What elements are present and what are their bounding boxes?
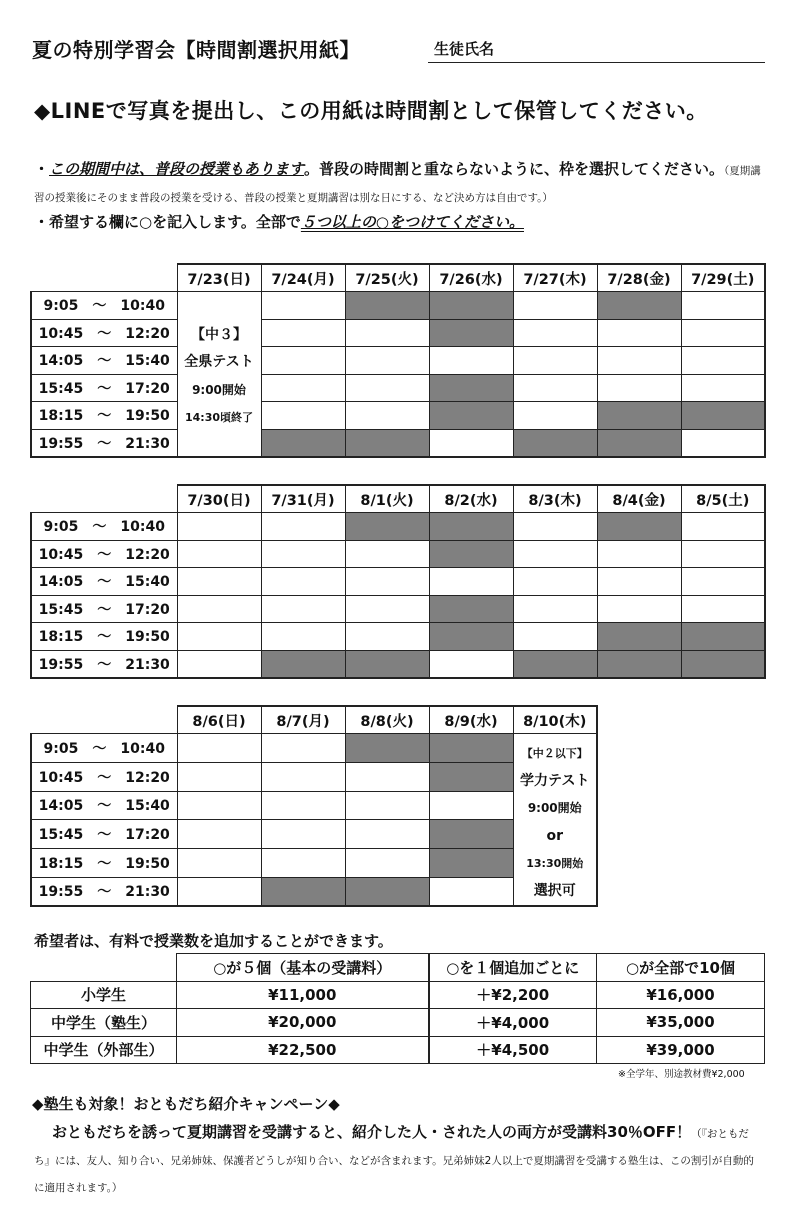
selectable-slot[interactable] (261, 734, 345, 763)
unavailable-slot (513, 650, 597, 678)
fee-base: ¥20,000 (177, 1009, 429, 1037)
campaign-body (34, 1119, 764, 1200)
special-event-cell (513, 734, 597, 907)
selectable-slot[interactable] (429, 429, 513, 457)
date-header: 7/30(日) (177, 485, 261, 513)
unavailable-slot (597, 650, 681, 678)
selectable-slot[interactable] (261, 292, 345, 320)
fee-table (30, 953, 765, 1064)
unavailable-slot (429, 540, 513, 568)
selectable-slot[interactable] (429, 650, 513, 678)
time-slot-row (31, 513, 765, 541)
note-emphasis: この期間中は、普段の授業もあります (49, 160, 305, 178)
selectable-slot[interactable] (177, 595, 261, 623)
date-header-row (31, 264, 765, 292)
selectable-slot[interactable] (177, 849, 261, 878)
unavailable-slot (345, 650, 429, 678)
unavailable-slot (345, 513, 429, 541)
time-slot-label: 19:55 ～ 21:30 (31, 650, 177, 678)
unavailable-slot (345, 734, 429, 763)
selectable-slot[interactable] (261, 319, 345, 347)
special-event-line: 【中３】 (191, 326, 247, 343)
time-slot-label: 18:15 ～ 19:50 (31, 623, 177, 651)
selectable-slot[interactable] (681, 513, 765, 541)
unavailable-slot (597, 513, 681, 541)
special-event-line: 全県テスト (184, 354, 254, 371)
header-blank-cell (31, 264, 177, 292)
selectable-slot[interactable] (513, 540, 597, 568)
fee-add: ＋¥4,000 (429, 1009, 597, 1037)
selectable-slot[interactable] (513, 319, 597, 347)
selectable-slot[interactable] (429, 791, 513, 820)
time-slot-row (31, 820, 597, 849)
unavailable-slot (513, 429, 597, 457)
selectable-slot[interactable] (345, 402, 429, 430)
selectable-slot[interactable] (681, 292, 765, 320)
selectable-slot[interactable] (177, 762, 261, 791)
selectable-slot[interactable] (261, 762, 345, 791)
special-event-line: 9:00開始 (192, 382, 246, 397)
selectable-slot[interactable] (261, 623, 345, 651)
unavailable-slot (429, 762, 513, 791)
fee-row (31, 981, 765, 1009)
date-header: 8/4(金) (597, 485, 681, 513)
selectable-slot[interactable] (261, 374, 345, 402)
note-small-text: （夏期講習の授業後にそのまま普段の授業を受ける、普段の授業と夏期講習は別な日にする、など決め方は自由です。） (34, 165, 761, 204)
selectable-slot[interactable] (261, 849, 345, 878)
fee-header-full: ○が全部で10個 (597, 954, 765, 982)
selectable-slot[interactable] (177, 820, 261, 849)
unavailable-slot (429, 292, 513, 320)
date-header: 8/8(火) (345, 706, 429, 734)
selectable-slot[interactable] (513, 513, 597, 541)
date-header: 8/6(日) (177, 706, 261, 734)
selectable-slot[interactable] (429, 568, 513, 596)
fee-row-label: 小学生 (31, 981, 177, 1009)
selectable-slot[interactable] (177, 623, 261, 651)
time-slot-label: 14:05 ～ 15:40 (31, 568, 177, 596)
date-header: 8/10(木) (513, 706, 597, 734)
time-slot-label: 18:15 ～ 19:50 (31, 849, 177, 878)
time-slot-row (31, 402, 765, 430)
selectable-slot[interactable] (345, 791, 429, 820)
unavailable-slot (597, 623, 681, 651)
time-slot-label: 15:45 ～ 17:20 (31, 595, 177, 623)
page-title: 夏の特別学習会【時間割選択用紙】 (32, 38, 360, 62)
schedule-table-week3 (30, 705, 598, 907)
time-slot-label: 9:05 ～ 10:40 (31, 734, 177, 763)
date-header: 7/28(金) (597, 264, 681, 292)
fee-add: ＋¥4,500 (429, 1036, 597, 1064)
date-header: 7/27(木) (513, 264, 597, 292)
campaign-text: おともだちを誘って夏期講習を受講すると、紹介した人・された人の両方が受講料30％OFF！ (52, 1123, 692, 1141)
campaign-title: ◆塾生も対象！おともだち紹介キャンペーン◆ (32, 1095, 340, 1113)
date-header: 8/1(火) (345, 485, 429, 513)
date-header-row (31, 706, 597, 734)
selectable-slot[interactable] (513, 623, 597, 651)
selectable-slot[interactable] (597, 347, 681, 375)
time-slot-row (31, 734, 597, 763)
fee-base: ¥11,000 (177, 981, 429, 1009)
special-event-line: 【中２以下】 (521, 747, 588, 760)
selectable-slot[interactable] (681, 568, 765, 596)
date-header: 7/26(水) (429, 264, 513, 292)
student-name-line (428, 62, 765, 63)
unavailable-slot (681, 650, 765, 678)
time-slot-label: 10:45 ～ 12:20 (31, 540, 177, 568)
selectable-slot[interactable] (261, 791, 345, 820)
date-header: 7/31(月) (261, 485, 345, 513)
unavailable-slot (429, 402, 513, 430)
date-header: 7/29(土) (681, 264, 765, 292)
date-header: 8/5(土) (681, 485, 765, 513)
student-name-label: 生徒氏名 (434, 40, 495, 58)
time-slot-row (31, 623, 765, 651)
time-slot-row (31, 429, 765, 457)
date-header: 8/3(木) (513, 485, 597, 513)
fee-header-row (31, 954, 765, 982)
unavailable-slot (261, 429, 345, 457)
unavailable-slot (681, 623, 765, 651)
selectable-slot[interactable] (345, 319, 429, 347)
selectable-slot[interactable] (681, 595, 765, 623)
note-line-2 (34, 211, 524, 232)
selectable-slot[interactable] (261, 540, 345, 568)
time-slot-label: 10:45 ～ 12:20 (31, 319, 177, 347)
selectable-slot[interactable] (345, 347, 429, 375)
time-slot-row (31, 650, 765, 678)
time-slot-label: 9:05 ～ 10:40 (31, 513, 177, 541)
fee-note: ※全学年、別途教材費¥2,000 (618, 1069, 745, 1080)
unavailable-slot (429, 623, 513, 651)
time-slot-label: 19:55 ～ 21:30 (31, 429, 177, 457)
unavailable-slot (261, 650, 345, 678)
selectable-slot[interactable] (345, 762, 429, 791)
unavailable-slot (597, 292, 681, 320)
selectable-slot[interactable] (597, 374, 681, 402)
campaign-small-text: （『おともだち』には、友人、知り合い、兄弟姉妹、保護者どうしが知り合い、などが含まれます。兄弟姉妹2人以上で夏期講習を受講する塾生は、この割引が自動的に適用されます。） (34, 1128, 754, 1194)
fee-row (31, 1009, 765, 1037)
fee-full: ¥39,000 (597, 1036, 765, 1064)
selectable-slot[interactable] (345, 595, 429, 623)
selectable-slot[interactable] (681, 374, 765, 402)
fee-add: ＋¥2,200 (429, 981, 597, 1009)
time-slot-row (31, 849, 597, 878)
selectable-slot[interactable] (681, 540, 765, 568)
fee-caption: 希望者は、有料で授業数を追加することができます。 (34, 932, 393, 950)
selectable-slot[interactable] (177, 513, 261, 541)
header-blank-cell (31, 706, 177, 734)
fee-row-label: 中学生（塾生） (31, 1009, 177, 1037)
fee-header-add: ○を１個追加ごとに (429, 954, 597, 982)
selectable-slot[interactable] (513, 292, 597, 320)
time-slot-row (31, 877, 597, 906)
selectable-slot[interactable] (261, 402, 345, 430)
selectable-slot[interactable] (177, 734, 261, 763)
selectable-slot[interactable] (513, 347, 597, 375)
special-event-line: 9:00開始 (527, 801, 582, 815)
time-slot-row (31, 540, 765, 568)
selectable-slot[interactable] (261, 347, 345, 375)
selectable-slot[interactable] (177, 877, 261, 906)
fee-base: ¥22,500 (177, 1036, 429, 1064)
unavailable-slot (345, 877, 429, 906)
special-event-cell (177, 292, 261, 457)
selectable-slot[interactable] (429, 877, 513, 906)
special-event-line: or (546, 827, 564, 844)
special-event-line: 学力テスト (520, 772, 590, 789)
fee-full: ¥35,000 (597, 1009, 765, 1037)
selectable-slot[interactable] (345, 568, 429, 596)
unavailable-slot (429, 595, 513, 623)
selectable-slot[interactable] (513, 568, 597, 596)
unavailable-slot (345, 429, 429, 457)
date-header: 8/2(水) (429, 485, 513, 513)
selectable-slot[interactable] (681, 347, 765, 375)
selectable-slot[interactable] (513, 402, 597, 430)
time-slot-label: 14:05 ～ 15:40 (31, 791, 177, 820)
header-blank-cell (31, 485, 177, 513)
time-slot-label: 10:45 ～ 12:20 (31, 762, 177, 791)
selectable-slot[interactable] (681, 319, 765, 347)
selectable-slot[interactable] (261, 513, 345, 541)
unavailable-slot (345, 292, 429, 320)
selectable-slot[interactable] (429, 347, 513, 375)
note-text: ・希望する欄に○を記入します。全部で (34, 213, 301, 231)
time-slot-label: 18:15 ～ 19:50 (31, 402, 177, 430)
time-slot-label: 9:05 ～ 10:40 (31, 292, 177, 320)
selectable-slot[interactable] (345, 820, 429, 849)
unavailable-slot (597, 402, 681, 430)
date-header: 7/23(日) (177, 264, 261, 292)
selectable-slot[interactable] (177, 791, 261, 820)
selectable-slot[interactable] (345, 540, 429, 568)
date-header: 8/7(月) (261, 706, 345, 734)
selectable-slot[interactable] (513, 595, 597, 623)
time-slot-label: 19:55 ～ 21:30 (31, 877, 177, 906)
selectable-slot[interactable] (345, 374, 429, 402)
special-event-line: 選択可 (533, 882, 576, 899)
date-header-row (31, 485, 765, 513)
time-slot-row (31, 595, 765, 623)
note-bullet: ・ (34, 160, 50, 178)
fee-row (31, 1036, 765, 1064)
note-text: 。普段の時間割と重ならないように、枠を選択してください。 (304, 160, 725, 178)
unavailable-slot (429, 513, 513, 541)
unavailable-slot (429, 374, 513, 402)
unavailable-slot (261, 877, 345, 906)
fee-header-blank (31, 954, 177, 982)
time-slot-row (31, 319, 765, 347)
unavailable-slot (429, 849, 513, 878)
special-event-line: 13:30開始 (526, 857, 584, 870)
selectable-slot[interactable] (177, 650, 261, 678)
selectable-slot[interactable] (345, 623, 429, 651)
schedule-table-week1 (30, 263, 766, 458)
selectable-slot[interactable] (597, 319, 681, 347)
selectable-slot[interactable] (513, 374, 597, 402)
selectable-slot[interactable] (261, 820, 345, 849)
time-slot-row (31, 568, 765, 596)
unavailable-slot (429, 319, 513, 347)
unavailable-slot (429, 820, 513, 849)
date-header: 8/9(水) (429, 706, 513, 734)
fee-header-base: ○が５個（基本の受講料） (177, 954, 429, 982)
time-slot-row (31, 374, 765, 402)
selectable-slot[interactable] (597, 568, 681, 596)
time-slot-row (31, 292, 765, 320)
special-event-line: 14:30頃終了 (184, 411, 253, 425)
selectable-slot[interactable] (681, 429, 765, 457)
unavailable-slot (429, 734, 513, 763)
fee-full: ¥16,000 (597, 981, 765, 1009)
headline: ◆LINEで写真を提出し、この用紙は時間割として保管してください。 (34, 99, 708, 123)
unavailable-slot (681, 402, 765, 430)
selectable-slot[interactable] (177, 540, 261, 568)
selectable-slot[interactable] (597, 540, 681, 568)
time-slot-label: 15:45 ～ 17:20 (31, 820, 177, 849)
time-slot-label: 15:45 ～ 17:20 (31, 374, 177, 402)
note-emphasis: ５つ以上の○をつけてください。 (300, 213, 524, 231)
date-header: 7/24(月) (261, 264, 345, 292)
selectable-slot[interactable] (345, 849, 429, 878)
header (30, 30, 770, 66)
selectable-slot[interactable] (261, 595, 345, 623)
date-header: 7/25(火) (345, 264, 429, 292)
selectable-slot[interactable] (261, 568, 345, 596)
unavailable-slot (597, 429, 681, 457)
time-slot-row (31, 791, 597, 820)
fee-row-label: 中学生（外部生） (31, 1036, 177, 1064)
time-slot-row (31, 347, 765, 375)
note-line-1 (34, 157, 764, 211)
selectable-slot[interactable] (597, 595, 681, 623)
time-slot-label: 14:05 ～ 15:40 (31, 347, 177, 375)
schedule-table-week2 (30, 484, 766, 679)
selectable-slot[interactable] (177, 568, 261, 596)
time-slot-row (31, 762, 597, 791)
